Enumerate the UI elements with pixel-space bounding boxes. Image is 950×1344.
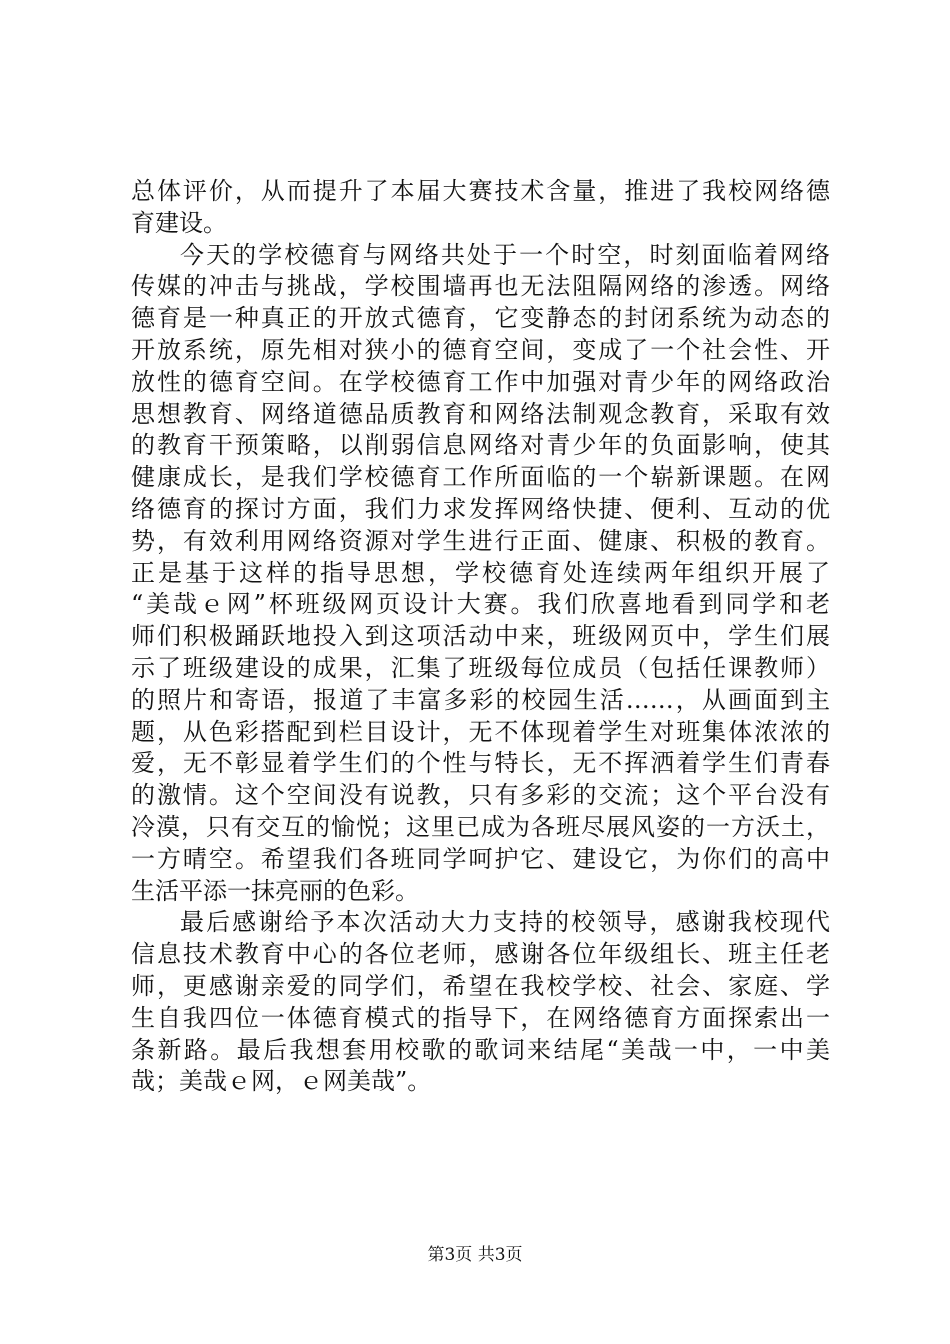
text-line: 的照片和寄语，报道了丰富多彩的校园生活……，从画面到主 xyxy=(131,685,830,714)
text-line: 传媒的冲击与挑战，学校围墙再也无法阻隔网络的渗透。网络 xyxy=(131,272,830,301)
text-line: 健康成长，是我们学校德育工作所面临的一个崭新课题。在网 xyxy=(131,463,830,492)
text-line: 今天的学校德育与网络共处于一个时空，时刻面临着网络 xyxy=(180,240,830,269)
text-line: 题，从色彩搭配到栏目设计，无不体现着学生对班集体浓浓的 xyxy=(131,717,830,746)
text-line: 师们积极踊跃地投入到这项活动中来，班级网页中，学生们展 xyxy=(131,622,830,651)
text-line: 示了班级建设的成果，汇集了班级每位成员（包括任课教师） xyxy=(131,653,830,682)
page-footer: 第3页 共3页 xyxy=(427,1245,523,1265)
text-line: 哉；美哉ｅ网，ｅ网美哉”。 xyxy=(131,1067,432,1096)
text-line: 条新路。最后我想套用校歌的歌词来结尾“美哉一中，一中美 xyxy=(131,1035,830,1064)
text-line: 育建设。 xyxy=(131,208,227,237)
text-line: 德育是一种真正的开放式德育，它变静态的封闭系统为动态的 xyxy=(131,304,830,333)
document-body xyxy=(131,176,830,1098)
text-line: 冷漠，只有交互的愉悦；这里已成为各班尽展风姿的一方沃土， xyxy=(131,812,830,841)
text-line: 的激情。这个空间没有说教，只有多彩的交流；这个平台没有 xyxy=(131,781,830,810)
text-line: 爱，无不彰显着学生们的个性与特长，无不挥洒着学生们青春 xyxy=(131,749,830,778)
text-line: 总体评价，从而提升了本届大赛技术含量，推进了我校网络德 xyxy=(131,177,830,205)
text-line: 放性的德育空间。在学校德育工作中加强对青少年的网络政治 xyxy=(131,367,830,396)
text-line: 生自我四位一体德育模式的指导下，在网络德育方面探索出一 xyxy=(131,1003,830,1032)
text-line: 师，更感谢亲爱的同学们，希望在我校学校、社会、家庭、学 xyxy=(131,971,830,1000)
text-line: “美哉ｅ网”杯班级网页设计大赛。我们欣喜地看到同学和老 xyxy=(131,590,830,619)
text-line: 生活平添一抹亮丽的色彩。 xyxy=(131,876,419,905)
text-line: 一方晴空。希望我们各班同学呵护它、建设它，为你们的高中 xyxy=(131,844,830,873)
text-line: 的教育干预策略，以削弱信息网络对青少年的负面影响，使其 xyxy=(131,431,830,460)
text-line: 正是基于这样的指导思想，学校德育处连续两年组织开展了 xyxy=(131,558,830,587)
text-line: 最后感谢给予本次活动大力支持的校领导，感谢我校现代 xyxy=(180,908,830,937)
text-line: 开放系统，原先相对狭小的德育空间，变成了一个社会性、开 xyxy=(131,335,830,364)
text-line: 思想教育、网络道德品质教育和网络法制观念教育，采取有效 xyxy=(131,399,830,428)
text-line: 络德育的探讨方面，我们力求发挥网络快捷、便利、互动的优 xyxy=(131,494,830,523)
text-line: 信息技术教育中心的各位老师，感谢各位年级组长、班主任老 xyxy=(131,940,830,969)
text-line: 势，有效利用网络资源对学生进行正面、健康、积极的教育。 xyxy=(131,526,830,555)
